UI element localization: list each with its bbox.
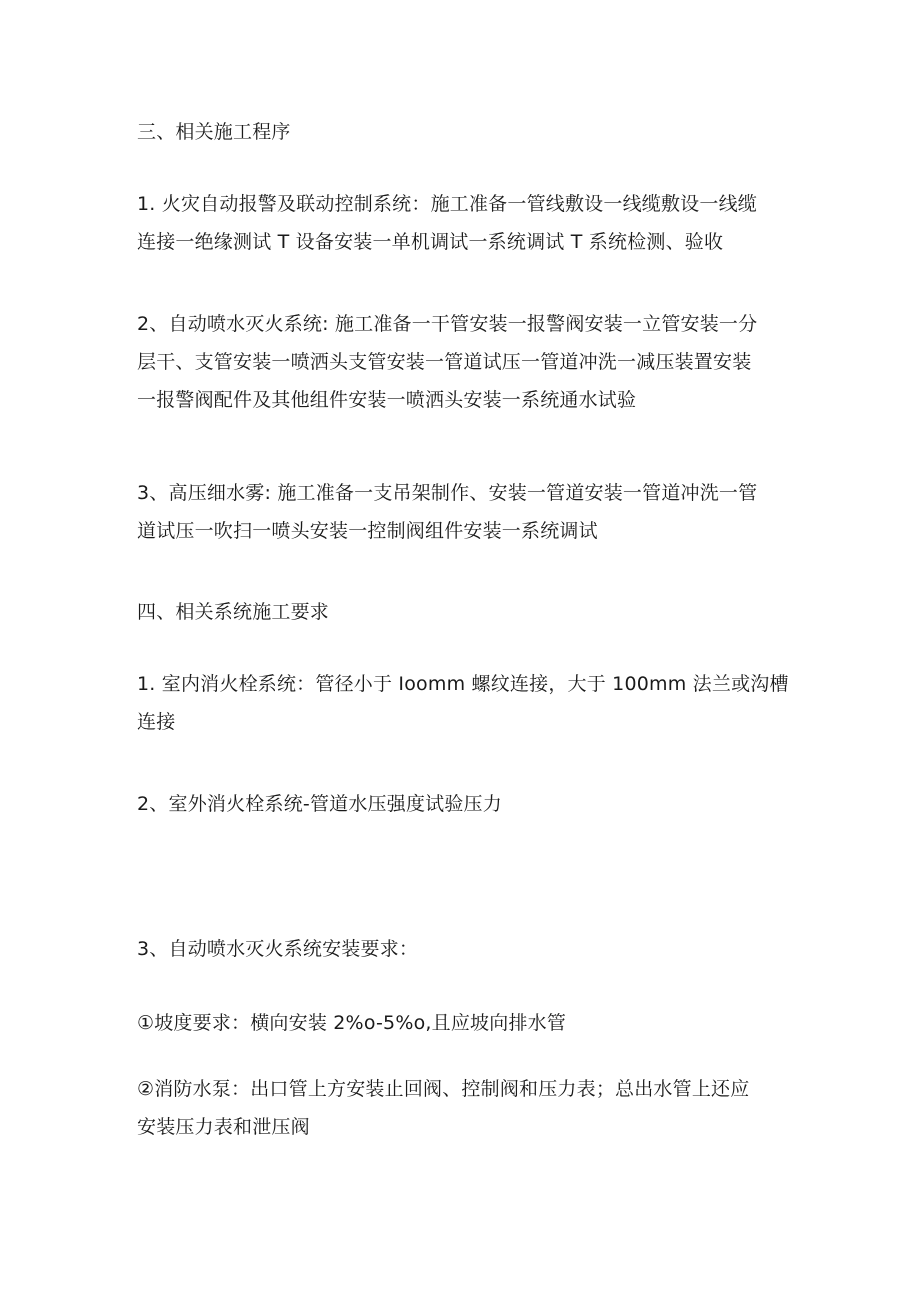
paragraph-line: 连接一绝缘测试 T 设备安装一单机调试一系统调试 T 系统检测、验收 [137,231,724,253]
heading-text: 四、相关系统施工要求 [137,601,330,623]
paragraph-line: 1. 火灾自动报警及联动控制系统：施工准备一管线敷设一线缆敷设一线缆 [137,193,757,215]
item-fire-alarm-procedure [137,185,787,261]
paragraph-line: 道试压一吹扫一喷头安装一控制阀组件安装一系统调试 [137,520,598,542]
paragraph-line: 1. 室内消火栓系统：管径小于 Ioomm 螺纹连接，大于 100mm 法兰或沟槽 [137,673,789,695]
paragraph-line: 连接 [137,711,176,733]
paragraph-line: 层干、支管安装一喷洒头支管安装一管道试压一管道冲洗一减压装置安装 [137,351,752,373]
paragraph-line: 3、高压细水雾: 施工准备一支吊架制作、安装一管道安装一管道冲洗一管 [137,482,758,504]
item-indoor-hydrant [137,665,787,741]
paragraph-line: 安装压力表和泄压阀 [137,1116,310,1138]
paragraph-line: 一报警阀配件及其他组件安装一喷洒头安装一系统通水试验 [137,389,637,411]
item-fire-pump [137,1070,787,1146]
paragraph-line: ②消防水泵：出口管上方安装止回阀、控制阀和压力表；总出水管上还应 [137,1078,750,1100]
paragraph-line: 2、自动喷水灭火系统: 施工准备一干管安装一报警阀安装一立管安装一分 [137,313,758,335]
item-outdoor-hydrant [137,785,787,823]
item-slope-requirement [137,1004,787,1042]
section-heading-construction-procedures [137,113,787,151]
paragraph-line: 2、室外消火栓系统-管道水压强度试验压力 [137,793,502,815]
section-heading-construction-requirements [137,593,787,631]
paragraph-line: 3、自动喷水灭火系统安装要求： [137,938,419,960]
item-sprinkler-requirements [137,930,787,968]
heading-text: 三、相关施工程序 [137,121,291,143]
paragraph-line: ①坡度要求：横向安装 2%o-5%o,且应坡向排水管 [137,1012,567,1034]
item-water-mist-procedure [137,474,787,550]
item-sprinkler-procedure [137,305,787,419]
